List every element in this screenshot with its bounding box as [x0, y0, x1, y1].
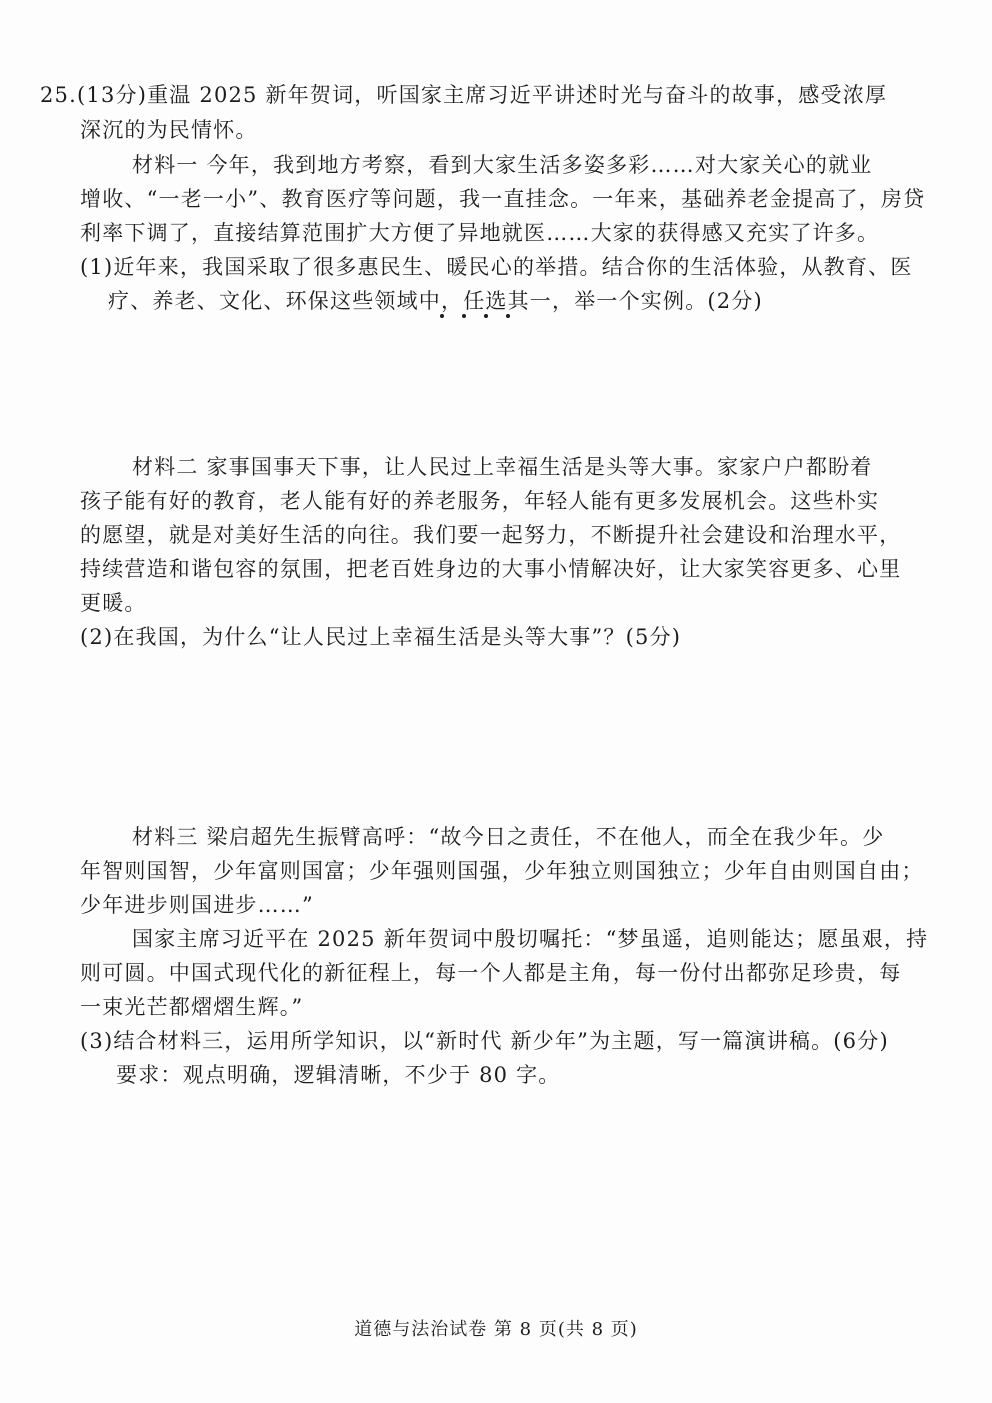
sub-question-3-requirement: 要求：观点明确，逻辑清晰，不少于 80 字。 [116, 1063, 561, 1087]
material-three-line-1: 材料三 梁启超先生振臂高呼：“故今日之责任，不在他人，而全在我少年。少 [132, 825, 885, 849]
material-two-line-1: 材料二 家事国事天下事，让人民过上幸福生活是头等大事。家家户户都盼着 [132, 455, 873, 479]
sub-question-2-line-1: (2)在我国，为什么“让人民过上幸福生活是头等大事”？(5分) [80, 625, 682, 649]
sub-question-3-line-1: (3)结合材料三，运用所学知识，以“新时代 新少年”为主题，写一篇演讲稿。(6分) [80, 1029, 889, 1053]
emphasis-dots [438, 314, 518, 324]
material-two-line-2: 孩子能有好的教育，老人能有好的养老服务，年轻人能有更多发展机会。这些朴实 [80, 489, 880, 513]
material-two-line-3: 的愿望，就是对美好生活的向往。我们要一起努力，不断提升社会建设和治理水平， [80, 523, 902, 547]
question-stem-line-2: 深沉的为民情怀。 [80, 118, 258, 142]
page-footer: 道德与法治试卷 第 8 页(共 8 页) [354, 1319, 638, 1340]
material-three-line-4: 国家主席习近平在 2025 新年贺词中殷切嘱托：“梦虽遥，追则能达；愿虽艰，持 [132, 927, 929, 951]
sub-question-1-line-2: 疗、养老、文化、环保这些领域中，任选其一，举一个实例。(2分) [108, 289, 763, 313]
material-three-line-6: 一束光芒都熠熠生辉。” [80, 995, 304, 1019]
question-stem-line-1: 25.(13分)重温 2025 新年贺词，听国家主席习近平讲述时光与奋斗的故事，感受浓厚 [40, 83, 888, 107]
material-one-line-3: 利率下调了，直接结算范围扩大方便了异地就医……大家的获得感又充实了许多。 [80, 221, 880, 245]
material-three-line-5: 则可圆。中国式现代化的新征程上，每一个人都是主角，每一份付出都弥足珍贵，每 [80, 961, 902, 985]
material-two-line-4: 持续营造和谐包容的氛围，把老百姓身边的大事小情解决好，让大家笑容更多、心里 [80, 557, 902, 581]
material-one-line-1: 材料一 今年，我到地方考察，看到大家生活多姿多彩……对大家关心的就业 [132, 153, 873, 177]
material-three-line-2: 年智则国智，少年富则国富；少年强则国强，少年独立则国独立；少年自由则国自由； [80, 859, 924, 883]
material-three-line-3: 少年进步则国进步……” [80, 893, 314, 917]
material-one-line-2: 增收、“一老一小”、教育医疗等问题，我一直挂念。一年来，基础养老金提高了，房贷 [80, 187, 926, 211]
sub-question-1-line-1: (1)近年来，我国采取了很多惠民生、暖民心的举措。结合你的生活体验，从教育、医 [80, 255, 913, 279]
material-two-line-5: 更暖。 [80, 591, 147, 615]
